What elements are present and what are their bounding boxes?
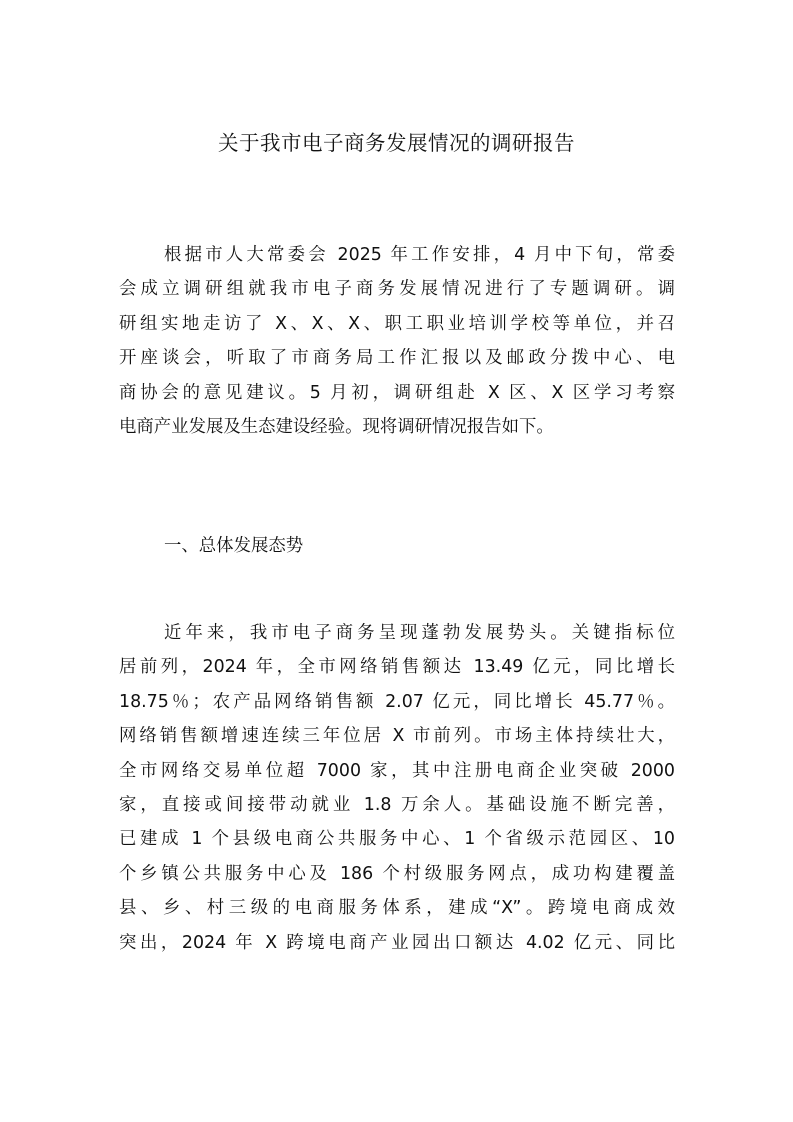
paragraph-line: 会成立调研组就我市电子商务发展情况进行了专题调研。调: [119, 279, 675, 300]
paragraph-line: 已建成 1 个县级电商公共服务中心、1 个省级示范园区、10: [119, 829, 675, 850]
paragraph-line: 18.75％；农产品网络销售额 2.07 亿元，同比增长 45.77％。: [119, 691, 675, 712]
section-heading-text: 一、总体发展态势: [164, 536, 304, 556]
paragraph-line: 县、乡、村三级的电商服务体系，建成“X”。跨境电商成效: [119, 898, 675, 919]
paragraph-line: 研组实地走访了 X、X、X、职工职业培训学校等单位，并召: [119, 313, 675, 334]
paragraph-line: 居前列，2024 年，全市网络销售额达 13.49 亿元，同比增长: [119, 657, 675, 678]
paragraph-line: 开座谈会，听取了市商务局工作汇报以及邮政分拨中心、电: [119, 348, 675, 369]
section-heading: [119, 529, 675, 563]
document-title: 关于我市电子商务发展情况的调研报告: [218, 131, 575, 155]
paragraph-line: 全市网络交易单位超 7000 家，其中注册电商企业突破 2000: [119, 760, 675, 781]
paragraph-line: 根据市人大常委会 2025 年工作安排，4 月中下旬，常委: [164, 245, 675, 265]
intro-paragraph: [119, 238, 675, 444]
paragraph-line: 突出，2024 年 X 跨境电商产业园出口额达 4.02 亿元、同比: [119, 932, 675, 953]
paragraph-line: 电商产业发展及生态建设经验。现将调研情况报告如下。: [119, 416, 554, 437]
paragraph-line: 家，直接或间接带动就业 1.8 万余人。基础设施不断完善，: [119, 794, 675, 815]
paragraph-line: 网络销售额增速连续三年位居 X 市前列。市场主体持续壮大，: [119, 726, 675, 747]
section-paragraph: [119, 616, 675, 960]
paragraph-line: 个乡镇公共服务中心及 186 个村级服务网点，成功构建覆盖: [119, 863, 675, 884]
paragraph-line: 近年来，我市电子商务呈现蓬勃发展势头。关键指标位: [164, 623, 675, 643]
paragraph-line: 商协会的意见建议。5 月初，调研组赴 X 区、X 区学习考察: [119, 382, 675, 403]
